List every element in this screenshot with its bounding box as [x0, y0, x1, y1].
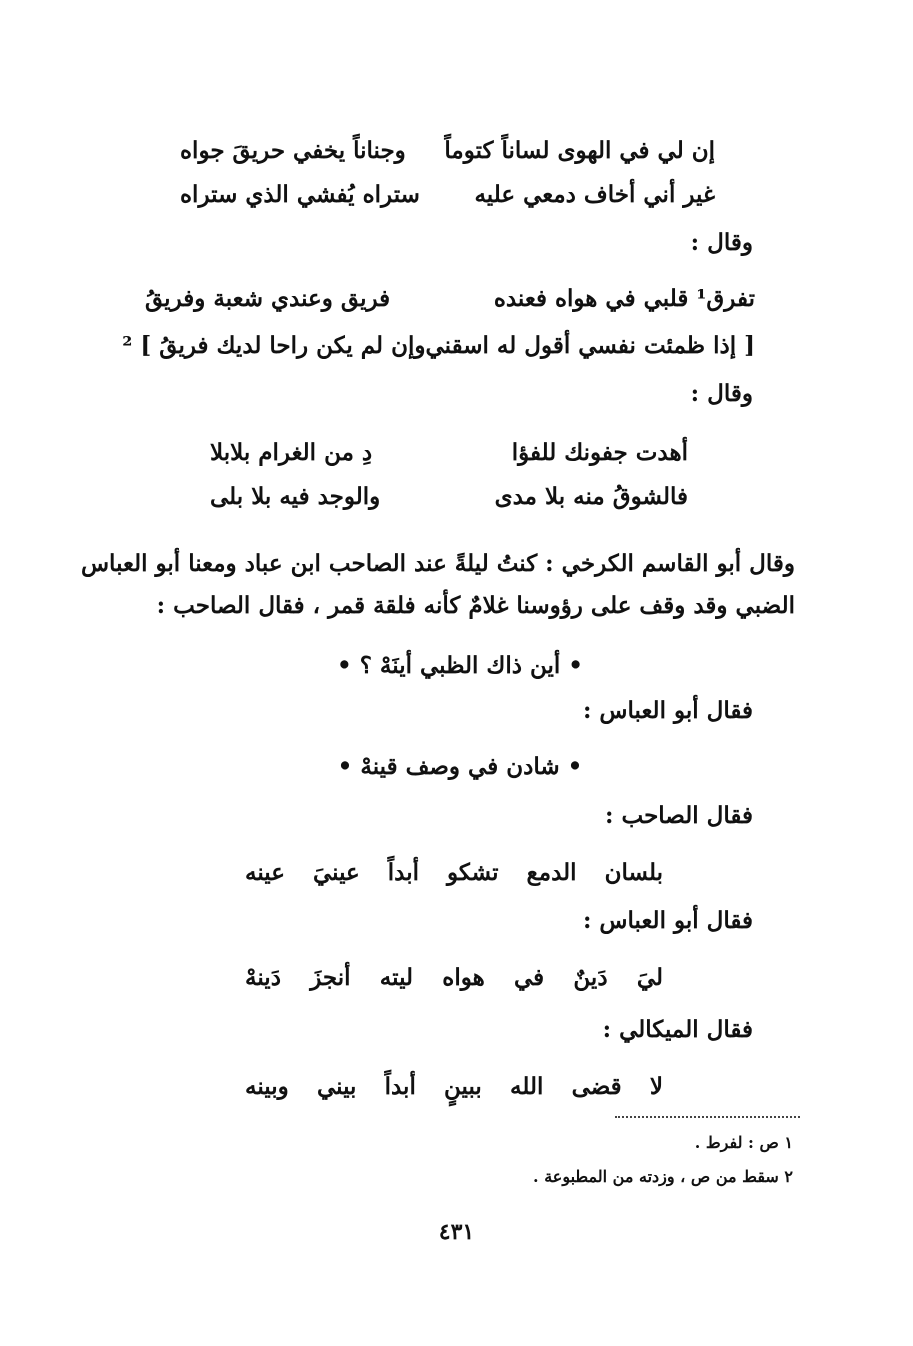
- verse-word: الدمع: [526, 858, 577, 886]
- spaced-verse: [245, 852, 663, 892]
- verse-word: أبداً: [387, 858, 419, 886]
- verse-line: [122, 325, 755, 365]
- verse-word: قضى: [571, 1072, 622, 1100]
- verse-word: أبداً: [384, 1072, 416, 1100]
- prose-line: وقال أبو القاسم الكرخي : كنتُ ليلةً عند الصاحب ابن عباد ومعنا أبو العباس: [80, 550, 795, 577]
- verse-word: بيني: [316, 1072, 357, 1100]
- verse-word: هواه: [442, 963, 485, 991]
- first-hemistich: أهدت جفونك للفؤا: [511, 438, 688, 466]
- second-hemistich: دِ من الغرام بلابلا: [210, 438, 373, 466]
- verse-word: الله: [510, 1072, 544, 1100]
- verse-word: وبينه: [245, 1072, 289, 1100]
- footnote-divider: [615, 1116, 800, 1118]
- second-hemistich: وجناناً يخفي حريقَ جواه: [180, 136, 406, 164]
- verse-word: تشكو: [447, 858, 499, 886]
- page-number: ٤٣١: [438, 1219, 475, 1245]
- second-hemistich: والوجد فيه بلا بلى: [210, 482, 381, 510]
- verse-line: [180, 130, 715, 170]
- verse-word: ليته: [379, 963, 414, 991]
- speaker-label: فقال أبو العباس :: [582, 697, 753, 724]
- first-hemistich: غير أني أخاف دمعي عليه: [474, 180, 715, 208]
- verse-word: عينيَ: [312, 858, 360, 886]
- second-hemistich: ستراه يُفشي الذي ستراه: [180, 180, 420, 208]
- verse-word: أنجزَ: [310, 963, 351, 991]
- spaced-verse: [245, 1066, 663, 1106]
- verse-line: [210, 432, 688, 472]
- speaker-label: فقال أبو العباس :: [582, 907, 753, 934]
- verse-word: لا: [649, 1072, 663, 1100]
- verse-line: [180, 174, 715, 214]
- speaker-label: وقال :: [690, 229, 753, 256]
- verse-line: [145, 278, 755, 318]
- verse-word: في: [513, 963, 545, 991]
- first-hemistich: فالشوقُ منه بلا مدى: [494, 482, 688, 510]
- footnote: ١ ص : لفرط .: [694, 1133, 793, 1152]
- speaker-label: فقال الميكالي :: [602, 1016, 753, 1043]
- footnote: ٢ سقط من ص ، وزدته من المطبوعة .: [533, 1167, 793, 1186]
- first-hemistich: [ إذا ظمئت نفسي أقول له اسقني: [425, 331, 755, 359]
- verse-word: دَينهْ: [245, 963, 281, 991]
- verse-line: [210, 476, 688, 516]
- first-hemistich: تفرق¹ قلبي في هواه فعنده: [493, 284, 755, 312]
- first-hemistich: إن لي في الهوى لساناً كتوماً: [444, 136, 715, 164]
- verse-word: بلسان: [604, 858, 663, 886]
- verse-word: ببينٍ: [444, 1072, 482, 1100]
- prose-line: الضبي وقد وقف على رؤوسنا غلامٌ كأنه فلقة قمر ، فقال الصاحب :: [156, 592, 795, 619]
- second-hemistich: وإن لم يكن راحا لديك فريقُ ] ²: [122, 331, 426, 359]
- verse-word: ليَ: [636, 963, 663, 991]
- second-hemistich: فريق وعندي شعبة وفريقُ: [145, 284, 391, 312]
- verse-word: عينه: [245, 858, 285, 886]
- speaker-label: وقال :: [690, 380, 753, 407]
- spaced-verse: [245, 957, 663, 997]
- hemistich-centered: • أين ذاك الظبي أينَهْ ؟ •: [337, 652, 583, 679]
- speaker-label: فقال الصاحب :: [604, 802, 753, 829]
- verse-word: دَينٌ: [573, 963, 608, 991]
- hemistich-centered: • شادن في وصف قينهْ •: [337, 753, 583, 780]
